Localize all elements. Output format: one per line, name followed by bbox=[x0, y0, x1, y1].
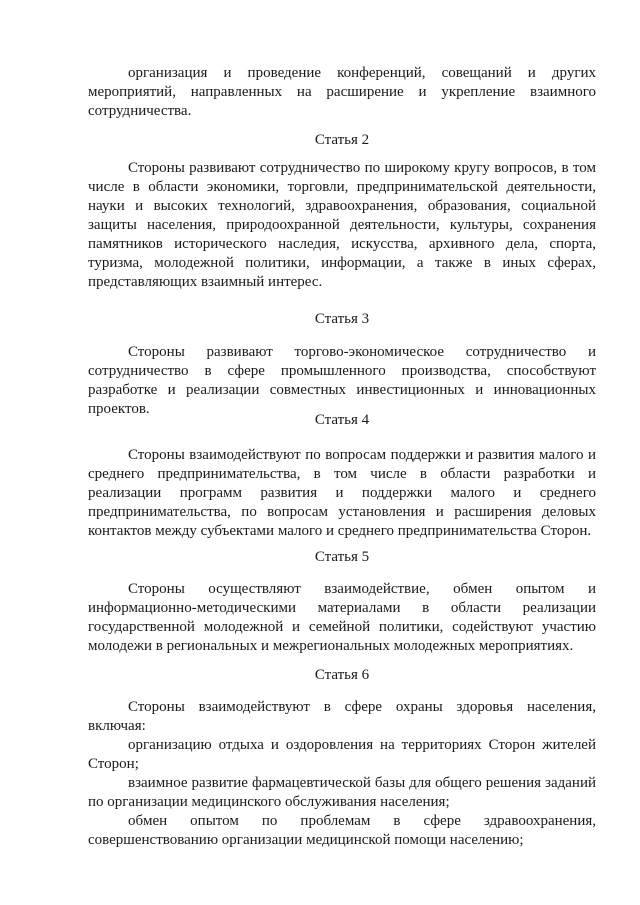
intro-paragraph: организация и проведение конференций, совещаний и других мероприятий, направленных на расширение и укрепление взаимного сотрудничества. bbox=[88, 65, 596, 119]
article-3-paragraph: Стороны развивают торгово-экономическое сотрудничество и сотрудничество в сфере промышленного производства, способствуют разработке и реализации совместных инвестиционных и инновационных проектов. bbox=[88, 344, 596, 417]
intro-block bbox=[88, 64, 596, 121]
article-4-heading: Статья 4 bbox=[314, 412, 370, 428]
article-6-item-1: организацию отдыха и оздоровления на территориях Сторон жителей Сторон; bbox=[88, 737, 596, 772]
article-5-body bbox=[88, 580, 596, 656]
article-4-paragraph: Стороны взаимодействуют по вопросам поддержки и развития малого и среднего предпринимательства, в том числе в области разработки и реализации программ развития и поддержки малого и среднего предпринимательства, по вопросам установления и расширения деловых контактов между субъектами малого и среднего предпринимательства Сторон. bbox=[88, 447, 596, 539]
article-5-heading: Статья 5 bbox=[314, 549, 370, 565]
article-2-paragraph: Стороны развивают сотрудничество по широкому кругу вопросов, в том числе в области экономики, торговли, предпринимательской деятельности, науки и высоких технологий, здравоохранения, образования, социальной защиты населения, природоохранной деятельности, культуры, сохранения памятников исторического наследия, искусства, архивного дела, спорта, туризма, молодежной политики, информации, а также в иных сферах, представляющих взаимный интерес. bbox=[88, 160, 596, 290]
article-3-heading: Статья 3 bbox=[314, 311, 370, 327]
article-6-item-2: взаимное развитие фармацевтической базы для общего решения заданий по организации медицинского обслуживания населения; bbox=[88, 775, 596, 810]
article-6-intro: Стороны взаимодействуют в сфере охраны здоровья населения, включая: bbox=[88, 699, 596, 734]
article-2-body bbox=[88, 159, 596, 292]
article-4-body bbox=[88, 446, 596, 541]
article-3-body bbox=[88, 343, 596, 419]
article-6-body bbox=[88, 698, 596, 850]
article-6-item-3: обмен опытом по проблемам в сфере здравоохранения, совершенствованию организации медицинской помощи населению; bbox=[88, 813, 596, 848]
article-5-paragraph: Стороны осуществляют взаимодействие, обмен опытом и информационно-методическими материалами в области реализации государственной молодежной и семейной политики, содействуют участию молодежи в региональных и межрегиональных молодежных мероприятиях. bbox=[88, 581, 596, 654]
article-6-heading: Статья 6 bbox=[314, 667, 370, 683]
article-2-heading: Статья 2 bbox=[314, 132, 370, 148]
